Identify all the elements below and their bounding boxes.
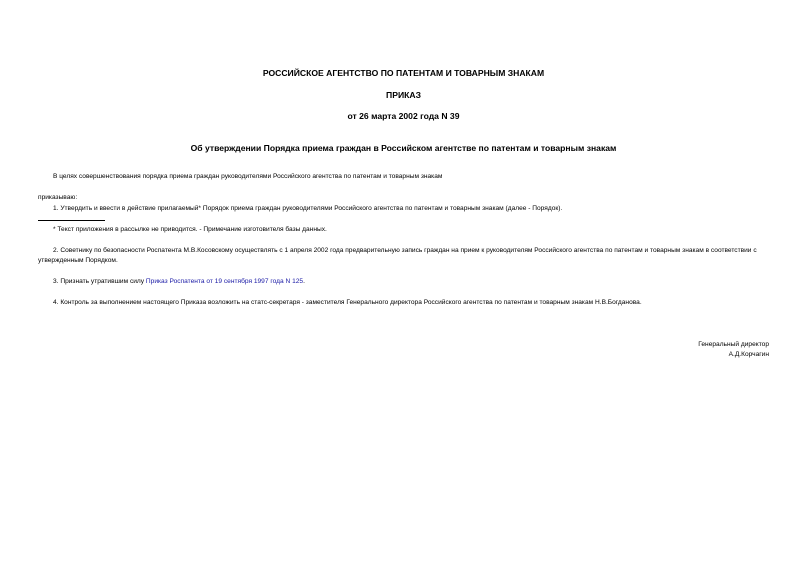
date-number-heading: от 26 марта 2002 года N 39 [347,111,460,121]
signature-name: А.Д.Корчагин [728,351,769,358]
item-3-suffix: . [303,278,305,285]
intro-paragraph: В целях совершенствования порядка приема граждан руководителями Российского агентства по патентам и товарным знакам [53,173,443,180]
agency-heading: РОССИЙСКОЕ АГЕНТСТВО ПО ПАТЕНТАМ И ТОВАРНЫМ ЗНАКАМ [262,68,545,78]
footnote: * Текст приложения в рассылке не приводится. - Примечание изготовителя базы данных. [53,226,327,233]
item-3-prefix: 3. Признать утратившим силу [53,278,146,285]
repealed-order-link[interactable]: Приказ Роспатента от 19 сентября 1997 года N 125 [145,278,304,285]
item-2: 2. Советнику по безопасности Роспатента М.В.Косовскому осуществлять с 1 апреля 2002 года предварительную запись граждан на прием к руководителям Российского агентства по патентам и товарным знакам в соответствии с утвержденным Порядком. [38,247,757,264]
item-4: 4. Контроль за выполнением настоящего Приказа возложить на статс-секретаря - заместителя Генерального директора Российского агентства по патентам и товарным знакам Н.В.Богданова. [53,299,642,306]
item-3 [53,277,305,286]
signature-position: Генеральный директор [698,341,769,348]
document-title: Об утверждении Порядка приема граждан в Российском агентстве по патентам и товарным знакам [190,143,617,153]
item-1: 1. Утвердить и ввести в действие прилагаемый* Порядок приема граждан руководителями Российского агентства по патентам и товарным знакам (далее - Порядок). [53,205,563,212]
order-word: приказываю: [38,194,78,201]
doc-type-heading: ПРИКАЗ [386,90,421,100]
footnote-divider [38,220,105,221]
